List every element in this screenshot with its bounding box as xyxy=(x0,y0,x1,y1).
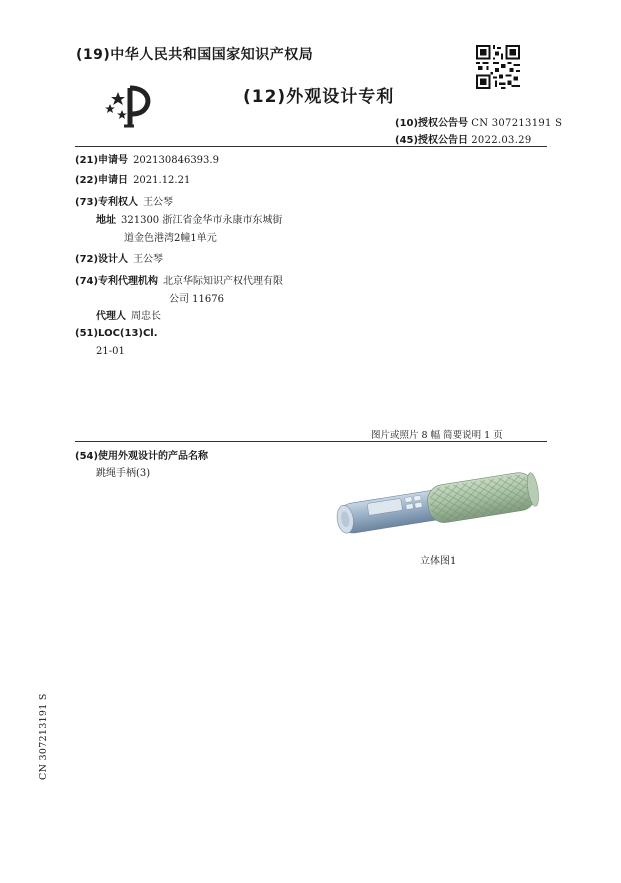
address-line-1: 321300 浙江省金华市永康市东城街 xyxy=(121,215,283,226)
address xyxy=(96,211,282,226)
publication-number xyxy=(395,114,562,129)
application-number xyxy=(75,151,219,166)
patentee xyxy=(75,193,173,208)
publication-number-value: CN 307213191 S xyxy=(471,118,563,129)
application-date-value: 2021.12.21 xyxy=(133,175,191,186)
header-divider xyxy=(75,146,547,147)
office-title: (19)中华人民共和国国家知识产权局 xyxy=(76,47,314,63)
patent-agency xyxy=(75,272,283,287)
publication-number-label: (10)授权公告号 xyxy=(395,118,469,129)
application-number-value: 202130846393.9 xyxy=(133,155,219,166)
application-number-label: (21)申请号 xyxy=(75,155,129,166)
publication-date xyxy=(395,131,532,146)
designer xyxy=(75,250,163,265)
loc-classification-value: 21-01 xyxy=(96,346,125,357)
product-name-label: (54)使用外观设计的产品名称 xyxy=(75,451,209,462)
address-line-2: 道金色港湾2幢1单元 xyxy=(124,233,217,244)
publication-date-value: 2022.03.29 xyxy=(471,135,532,146)
side-publication-number: CN 307213191 S xyxy=(38,693,49,780)
qr-code-icon xyxy=(476,45,520,89)
agent-value: 周忠长 xyxy=(131,311,161,322)
loc-classification-label: (51)LOC(13)Cl. xyxy=(75,328,158,339)
agent xyxy=(96,307,161,322)
application-date xyxy=(75,171,190,186)
loc-classification xyxy=(75,328,158,339)
document-type: (12)外观设计专利 xyxy=(243,87,395,107)
patent-agency-line-1: 北京华际知识产权代理有限 xyxy=(163,276,284,287)
section-divider xyxy=(75,441,547,442)
designer-label: (72)设计人 xyxy=(75,254,129,265)
agent-label: 代理人 xyxy=(96,311,126,322)
patentee-label: (73)专利权人 xyxy=(75,197,139,208)
patent-agency-line-2: 公司 11676 xyxy=(169,294,224,305)
patentee-value: 王公琴 xyxy=(143,197,174,208)
product-illustration xyxy=(328,462,543,544)
publication-date-label: (45)授权公告日 xyxy=(395,135,469,146)
designer-value: 王公琴 xyxy=(133,254,164,265)
application-date-label: (22)申请日 xyxy=(75,175,129,186)
address-label: 地址 xyxy=(96,215,116,226)
cnipa-logo-icon xyxy=(100,80,160,130)
product-name: 跳绳手柄(3) xyxy=(96,468,151,479)
product-name-heading xyxy=(75,447,208,462)
figure-caption: 立体图1 xyxy=(420,556,457,567)
patent-agency-label: (74)专利代理机构 xyxy=(75,276,159,287)
pages-info: 图片或照片 8 幅 简要说明 1 页 xyxy=(371,430,503,441)
